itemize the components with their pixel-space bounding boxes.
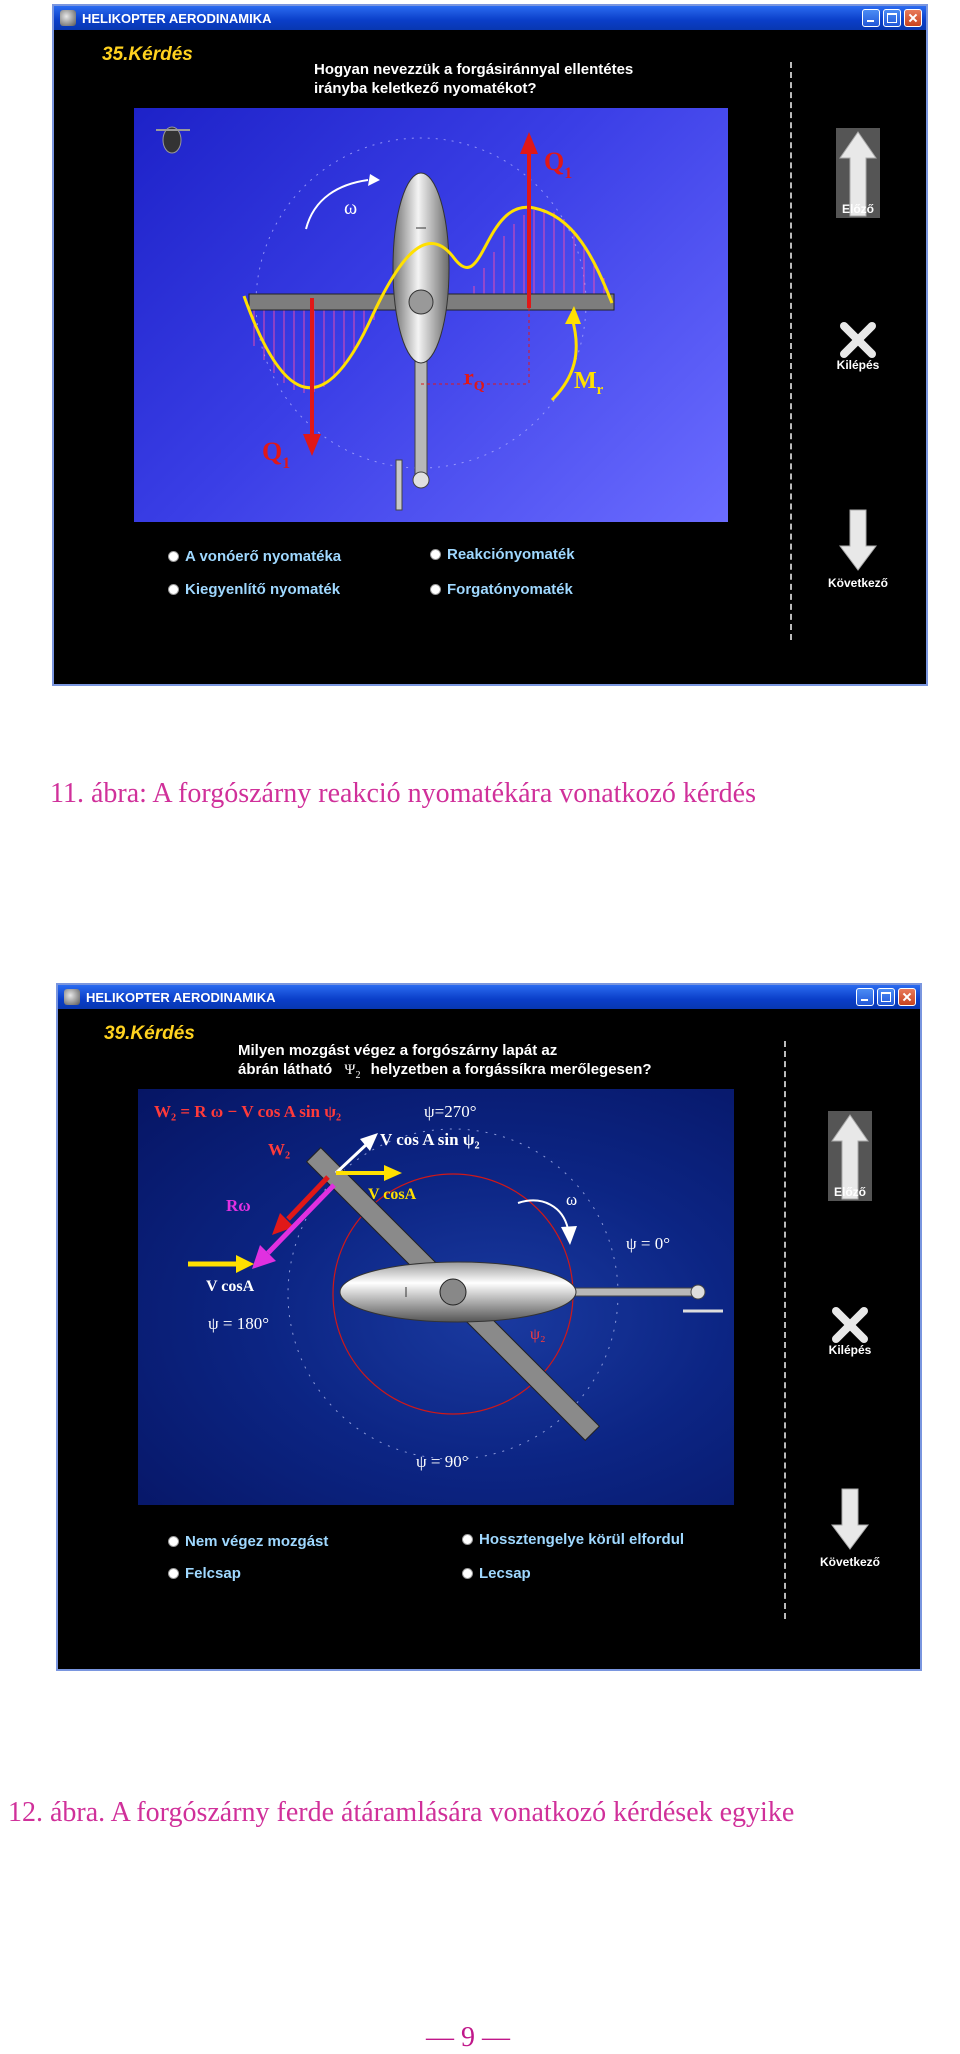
rotor-torque-diagram xyxy=(134,108,728,522)
next-button[interactable] xyxy=(818,508,898,590)
app-icon xyxy=(64,989,80,1005)
exit-button[interactable] xyxy=(810,1307,890,1357)
answer-label: Kiegyenlítő nyomaték xyxy=(185,581,341,598)
helicopter-icon xyxy=(156,127,190,153)
close-button[interactable] xyxy=(898,988,916,1006)
oblique-flow-diagram xyxy=(138,1089,734,1505)
vcosa-left-label: V cosA xyxy=(206,1278,255,1295)
answer-label: Forgatónyomaték xyxy=(447,581,573,598)
psi0-label: ψ = 0° xyxy=(626,1234,671,1253)
minimize-button[interactable] xyxy=(856,988,874,1006)
next-button[interactable] xyxy=(810,1487,890,1569)
title-bar[interactable] xyxy=(58,985,920,1009)
psi180-label: ψ = 180° xyxy=(208,1314,270,1333)
radio-icon[interactable] xyxy=(462,1534,473,1545)
nav-divider xyxy=(790,62,792,640)
answer-option-1[interactable] xyxy=(168,1533,328,1550)
answer-option-1[interactable] xyxy=(168,548,341,565)
question-line-1: Milyen mozgást végez a forgószárny lapát az xyxy=(238,1042,558,1059)
answer-label: A vonóerő nyomatéka xyxy=(185,548,342,565)
radio-icon[interactable] xyxy=(430,549,441,560)
question-line-2: irányba keletkező nyomatékot? xyxy=(314,80,537,97)
prev-button[interactable] xyxy=(818,128,898,216)
prev-label: Előző xyxy=(834,1185,866,1199)
question-number: 35.Kérdés xyxy=(102,44,193,65)
formula-label: W₂ = R ω − V cos A sin ψ₂ xyxy=(154,1102,342,1121)
oblique-flow-figure xyxy=(138,1089,734,1505)
answer-label: Reakciónyomaték xyxy=(447,546,575,563)
answer-option-2[interactable] xyxy=(430,546,575,563)
answer-label: Lecsap xyxy=(479,1565,531,1582)
next-label: Következő xyxy=(819,1555,881,1569)
exit-button[interactable] xyxy=(818,322,898,372)
question-line-1: Hogyan nevezzük a forgásiránnyal ellentétes xyxy=(314,61,634,78)
title-bar[interactable] xyxy=(54,6,926,30)
vcosa-small-label: V cosA xyxy=(368,1186,417,1203)
answer-label: Nem végez mozgást xyxy=(185,1533,329,1550)
exit-label: Kilépés xyxy=(828,1343,872,1357)
page-number: — 9 — xyxy=(426,2022,510,2053)
nav-divider xyxy=(784,1041,786,1619)
answer-option-4[interactable] xyxy=(462,1565,531,1582)
close-x-icon xyxy=(836,322,880,358)
prev-label: Előző xyxy=(842,202,874,216)
answer-label: Felcsap xyxy=(185,1565,241,1582)
minimize-button[interactable] xyxy=(862,9,880,27)
q-top-label: $Q_1$ xyxy=(544,147,573,182)
radio-icon[interactable] xyxy=(168,584,179,595)
question-text xyxy=(238,1041,652,1085)
next-label: Következő xyxy=(827,576,889,590)
omega-label: ω xyxy=(344,197,358,219)
answer-option-2[interactable] xyxy=(462,1531,684,1548)
answer-option-3[interactable] xyxy=(168,1565,241,1582)
answer-option-4[interactable] xyxy=(430,581,573,598)
radio-icon[interactable] xyxy=(168,551,179,562)
radio-icon[interactable] xyxy=(168,1568,179,1579)
question-text xyxy=(314,60,633,98)
figure-caption-2: 12. ábra. A forgószárny ferde átáramlására vonatkozó kérdések egyike xyxy=(8,1797,795,1828)
close-button[interactable] xyxy=(904,9,922,27)
question-line-2: ábrán látható $\Psi_2$ helyzetben a forgássíkra merőlegesen? xyxy=(238,1061,652,1081)
app-window-2 xyxy=(56,983,922,1671)
rq-label: $r_Q$ xyxy=(464,364,485,394)
down-arrow-icon xyxy=(836,508,880,572)
exit-label: Kilépés xyxy=(836,358,880,372)
romega-label: Rω xyxy=(226,1196,251,1215)
figure-caption-1: 11. ábra: A forgószárny reakció nyomatékára vonatkozó kérdés xyxy=(50,778,756,809)
psi90-label: ψ = 90° xyxy=(416,1452,469,1471)
window-title: HELIKOPTER AERODINAMIKA xyxy=(82,10,272,26)
answer-option-3[interactable] xyxy=(168,581,340,598)
rotor-torque-figure xyxy=(134,108,728,522)
radio-icon[interactable] xyxy=(462,1568,473,1579)
radio-icon[interactable] xyxy=(430,584,441,595)
maximize-button[interactable] xyxy=(877,988,895,1006)
vcosa-sin-label: V cos A sin ψ₂ xyxy=(380,1130,480,1149)
radio-icon[interactable] xyxy=(168,1536,179,1547)
question-number: 39.Kérdés xyxy=(104,1023,195,1044)
app-icon xyxy=(60,10,76,26)
mr-label: $M_r$ xyxy=(574,368,604,398)
w2-label: W₂ xyxy=(268,1140,291,1159)
omega-label: ω xyxy=(566,1190,578,1209)
psi270-label: ψ=270° xyxy=(424,1102,477,1121)
psi2-label: ψ₂ xyxy=(530,1326,546,1343)
window-title: HELIKOPTER AERODINAMIKA xyxy=(86,989,276,1005)
maximize-button[interactable] xyxy=(883,9,901,27)
prev-button[interactable] xyxy=(810,1111,890,1199)
answer-label: Hossztengelye körül elfordul xyxy=(479,1531,685,1548)
down-arrow-icon xyxy=(828,1487,872,1551)
q-bottom-label: $Q_1$ xyxy=(262,437,291,472)
app-window-1 xyxy=(52,4,928,686)
close-x-icon xyxy=(828,1307,872,1343)
